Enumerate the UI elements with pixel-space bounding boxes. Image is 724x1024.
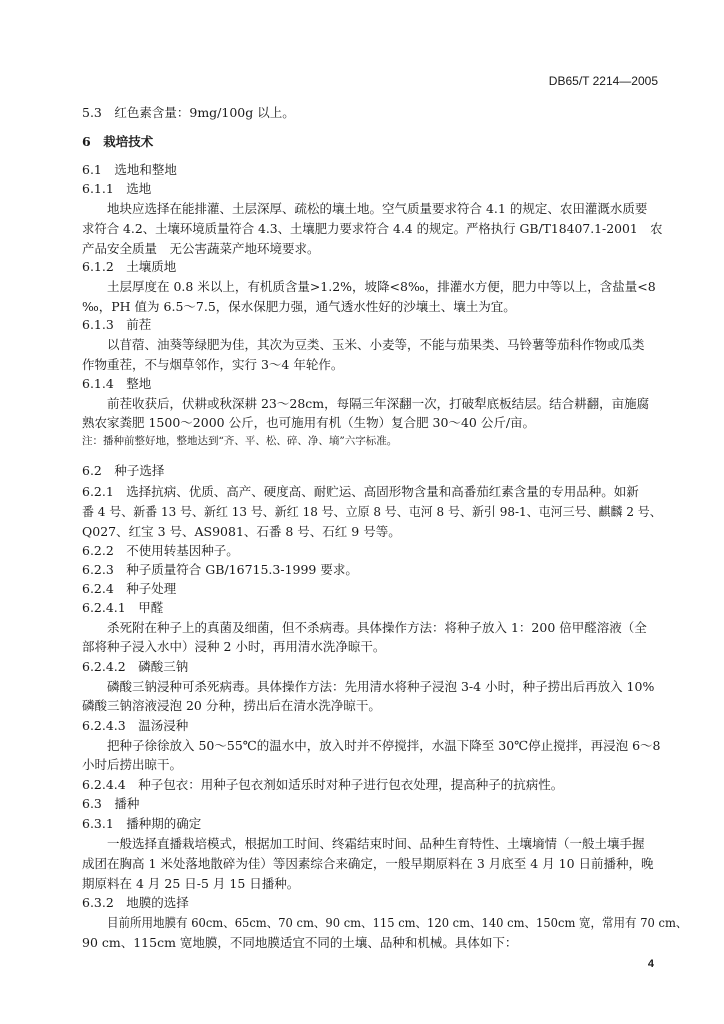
- paragraph-line: 小时后捞出晾干。: [82, 757, 183, 772]
- clause-6-2-1: 6.2.1 选择抗病、优质、高产、硬度高、耐贮运、高固形物含量和高番茄红素含量的专用品种。如新: [82, 484, 639, 499]
- paragraph-line: 把种子徐徐放入 50～55℃的温水中，放入时并不停搅拌，水温下降至 30℃停止搅拌，再浸泡 6～8: [107, 738, 661, 753]
- heading-6-2-4-3: 6.2.4.3 温汤浸种: [82, 718, 189, 733]
- heading-6-1: 6.1 选地和整地: [82, 162, 177, 177]
- heading-6: 6 栽培技术: [82, 134, 154, 149]
- paragraph-line: 番 4 号、新番 13 号、新红 13 号、新红 18 号、立原 8 号、屯河 8 号、新引 98-1、屯河三号、麒麟 2 号、: [82, 504, 662, 519]
- paragraph-line: 成团在胸高 1 米处落地散碎为佳）等因素综合来确定，一般早期原料在 3 月底至 4 月 10 日前播种，晚: [82, 856, 654, 871]
- clause-6-2-4-4: 6.2.4.4 种子包衣：用种子包衣剂如适乐时对种子进行包衣处理，提高种子的抗病性。: [82, 777, 564, 792]
- paragraph-line: 前茬收获后，伏耕或秋深耕 23～28cm，每隔三年深翻一次，打破犁底板结层。结合耕翻，亩施腐: [107, 396, 650, 411]
- paragraph-line: 部将种子浸入水中）浸种 2 小时，再用清水洗净晾干。: [82, 639, 386, 654]
- paragraph-line: 熟农家粪肥 1500～2000 公斤，也可施用有机（生物）复合肥 30～40 公斤/亩。: [82, 415, 536, 430]
- paragraph-line: 杀死附在种子上的真菌及细菌，但不杀病毒。具体操作方法：将种子放入 1：200 倍甲醛溶液（全: [107, 620, 647, 635]
- heading-6-3-1: 6.3.1 播种期的确定: [82, 816, 202, 831]
- clause-6-2-3: 6.2.3 种子质量符合 GB/16715.3-1999 要求。: [82, 562, 358, 577]
- paragraph-line: 求符合 4.2、土壤环境质量符合 4.3、土壤肥力要求符合 4.4 的规定。严格执行 GB/T18407.1-2001 农: [82, 221, 663, 236]
- page-number: 4: [647, 958, 654, 970]
- paragraph-line: 90 cm、115cm 宽地膜，不同地膜适宜不同的土壤、品种和机械。具体如下：: [82, 935, 518, 950]
- heading-6-1-4: 6.1.4 整地: [82, 376, 152, 391]
- heading-6-3: 6.3 播种: [82, 796, 140, 811]
- paragraph-line: 产品安全质量 无公害蔬菜产地环境要求。: [82, 241, 320, 256]
- heading-6-2-4-2: 6.2.4.2 磷酸三钠: [82, 659, 189, 674]
- paragraph-line: 磷酸三钠浸种可杀死病毒。具体操作方法：先用清水将种子浸泡 3-4 小时，种子捞出后再放入 10%: [107, 679, 655, 694]
- paragraph-line: 目前所用地膜有 60cm、65cm、70 cm、90 cm、115 cm、120 cm、140 cm、150cm 宽，常用有 70 cm、: [107, 915, 688, 930]
- clause-5-3: 5.3 红色素含量：9mg/100g 以上。: [82, 105, 295, 120]
- paragraph-line: 期原料在 4 月 25 日-5 月 15 日播种。: [82, 876, 300, 891]
- paragraph-line: 磷酸三钠溶液浸泡 20 分种，捞出后在清水洗净晾干。: [82, 698, 381, 713]
- paragraph-line: Q027、红宝 3 号、AS9081、石番 8 号、石红 9 号等。: [82, 524, 401, 539]
- standard-code-header: DB65/T 2214—2005: [548, 74, 658, 88]
- clause-6-2-2: 6.2.2 不使用转基因种子。: [82, 543, 239, 558]
- note-line: 注：播种前整好地，整地达到“齐、平、松、碎、净、墒”六字标准。: [82, 435, 398, 447]
- heading-6-3-2: 6.3.2 地膜的选择: [82, 895, 189, 910]
- heading-6-1-3: 6.1.3 前茬: [82, 317, 152, 332]
- heading-6-1-2: 6.1.2 土壤质地: [82, 259, 177, 274]
- paragraph-line: 地块应选择在能排灌、土层深厚、疏松的壤土地。空气质量要求符合 4.1 的规定、农田灌溉水质要: [107, 201, 648, 216]
- heading-6-1-1: 6.1.1 选地: [82, 181, 152, 196]
- paragraph-line: 作物重茬，不与烟草邻作，实行 3～4 年轮作。: [82, 357, 344, 372]
- paragraph-line: 以苜蓿、油葵等绿肥为佳，其次为豆类、玉米、小麦等，不能与茄果类、马铃薯等茄科作物或瓜类: [107, 337, 645, 352]
- paragraph-line: 土层厚度在 0.8 米以上，有机质含量>1.2%，坡降<8‰，排灌水方便，肥力中等以上，含盐量<8: [107, 279, 656, 294]
- heading-6-2: 6.2 种子选择: [82, 463, 165, 478]
- heading-6-2-4: 6.2.4 种子处理: [82, 581, 177, 596]
- paragraph-line: 一般选择直播栽培模式，根据加工时间、终霜结束时间、品种生育特性、土壤墒情（一般土壤手握: [107, 836, 645, 851]
- paragraph-line: ‰，PH 值为 6.5～7.5，保水保肥力强，通气透水性好的沙壤土、壤土为宜。: [82, 299, 516, 314]
- heading-6-2-4-1: 6.2.4.1 甲醛: [82, 600, 164, 615]
